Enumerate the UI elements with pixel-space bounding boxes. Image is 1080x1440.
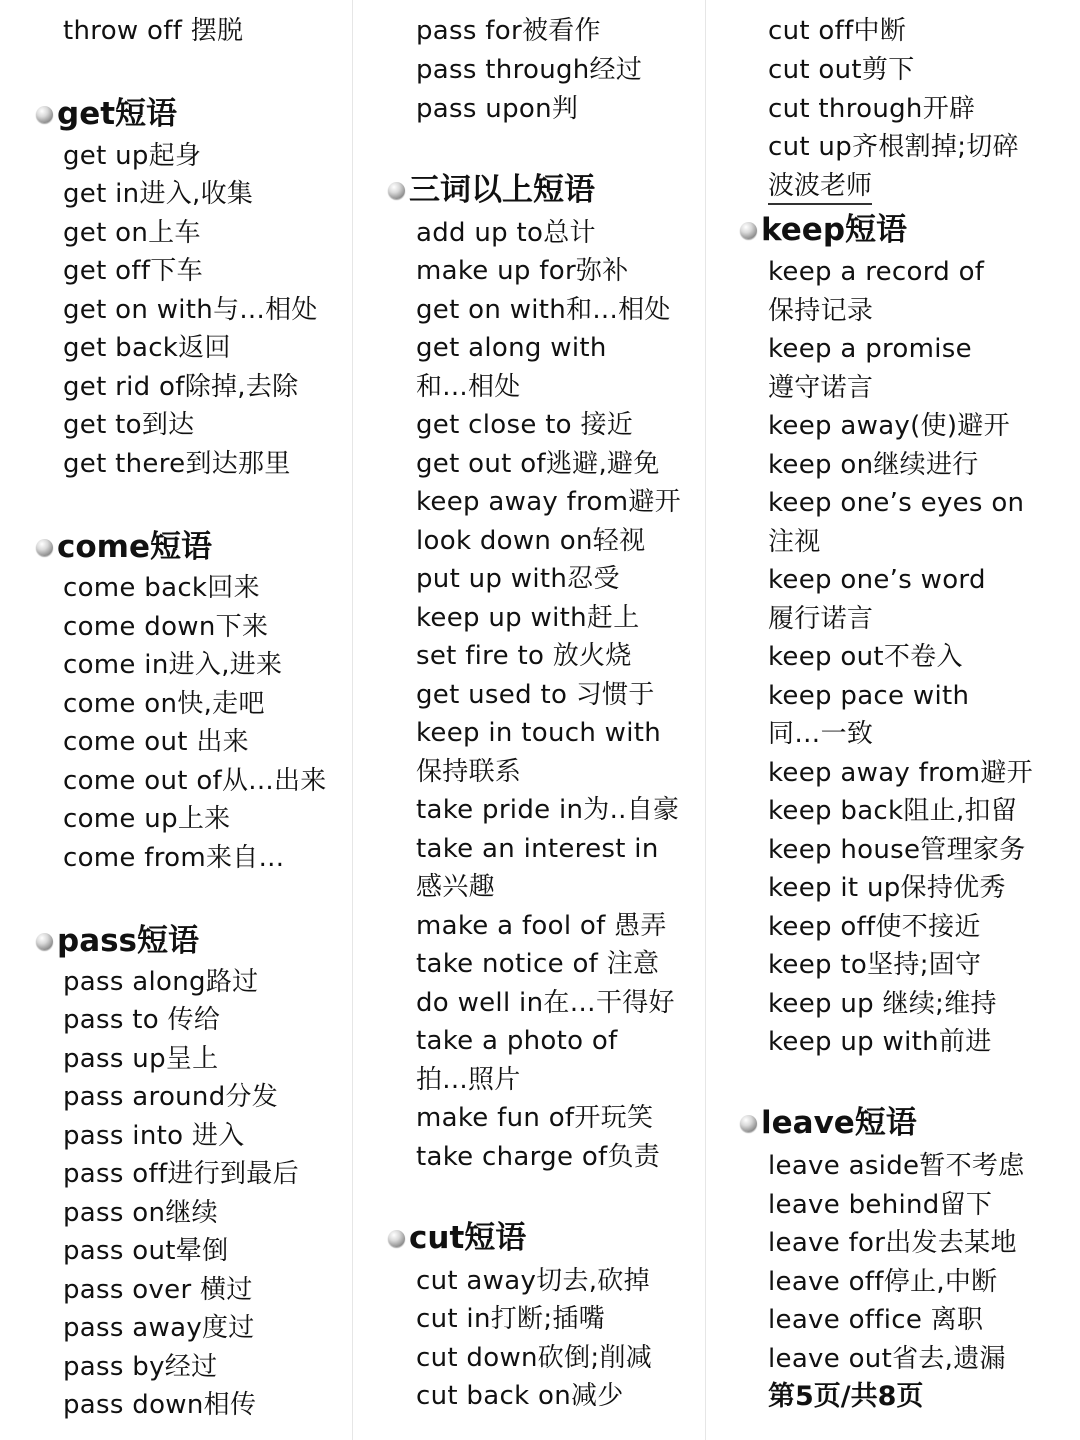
section-heading <box>36 527 212 567</box>
column-divider-2 <box>705 0 706 1440</box>
phrase-entry: throw off 摆脱 <box>63 16 244 46</box>
phrase-entry: make a fool of 愚弄 <box>416 911 667 941</box>
phrase-entry: 履行诺言 <box>768 604 874 634</box>
phrase-entry: get off下车 <box>63 256 203 286</box>
section-heading-label: pass短语 <box>57 923 200 959</box>
phrase-entry: 和...相处 <box>416 372 521 402</box>
phrase-entry: keep a promise <box>768 334 972 364</box>
phrase-entry: set fire to 放火烧 <box>416 641 632 671</box>
section-heading-label: keep短语 <box>761 212 908 248</box>
phrase-entry: take a photo of <box>416 1026 618 1056</box>
phrase-entry: pass into 进入 <box>63 1121 245 1151</box>
phrase-entry: leave aside暂不考虑 <box>768 1151 1025 1181</box>
phrase-entry: pass off进行到最后 <box>63 1159 299 1189</box>
column-divider-1 <box>352 0 353 1440</box>
phrase-entry: come back回来 <box>63 573 260 603</box>
phrase-entry: come up上来 <box>63 804 231 834</box>
bullet-icon <box>740 1115 757 1132</box>
phrase-entry: 同…一致 <box>768 719 874 749</box>
phrase-entry: pass through经过 <box>416 55 643 85</box>
phrase-entry: come from来自... <box>63 843 285 873</box>
phrase-entry: 保持联系 <box>416 757 522 787</box>
phrase-entry: keep off使不接近 <box>768 912 981 942</box>
section-heading <box>740 210 907 250</box>
phrase-entry: get along with <box>416 333 607 363</box>
phrase-entry: keep in touch with <box>416 718 662 748</box>
phrase-entry: pass down相传 <box>63 1390 257 1420</box>
phrase-entry: keep house管理家务 <box>768 835 1026 865</box>
section-heading-label: cut短语 <box>409 1220 527 1256</box>
phrase-entry: put up with忍受 <box>416 564 620 594</box>
phrase-entry: cut through开辟 <box>768 94 976 124</box>
phrase-entry: leave behind留下 <box>768 1190 993 1220</box>
phrase-entry: keep pace with <box>768 681 970 711</box>
phrase-entry: keep one’s word <box>768 565 986 595</box>
phrase-entry: add up to总计 <box>416 218 596 248</box>
phrase-entry: keep away from避开 <box>768 758 1033 788</box>
bullet-icon <box>36 933 53 950</box>
phrase-entry: cut back on减少 <box>416 1381 624 1411</box>
phrase-entry: take notice of 注意 <box>416 949 660 979</box>
phrase-entry: pass around分发 <box>63 1082 279 1112</box>
phrase-entry: keep up 继续;维持 <box>768 989 997 1019</box>
phrase-entry: keep one’s eyes on <box>768 488 1025 518</box>
phrase-entry: keep up with前进 <box>768 1027 992 1057</box>
phrase-entry: get to到达 <box>63 410 195 440</box>
phrase-entry: look down on轻视 <box>416 526 646 556</box>
phrase-entry: leave office 离职 <box>768 1305 984 1335</box>
section-heading <box>388 170 595 210</box>
phrase-entry: cut up齐根割掉;切碎 <box>768 132 1019 162</box>
phrase-entry: take charge of负责 <box>416 1142 661 1172</box>
phrase-entry: keep back阻止,扣留 <box>768 796 1018 826</box>
phrase-entry: 感兴趣 <box>416 872 495 902</box>
phrase-entry: come on快,走吧 <box>63 689 265 719</box>
section-heading-label: leave短语 <box>761 1105 917 1141</box>
page-number: 第5页/共8页 <box>768 1381 924 1412</box>
phrase-entry: make up for弥补 <box>416 256 629 286</box>
phrase-entry: keep to坚持;固守 <box>768 950 982 980</box>
phrase-entry: get out of逃避,避免 <box>416 449 660 479</box>
phrase-entry: come out of从...出来 <box>63 766 327 796</box>
phrase-entry: cut away切去,砍掉 <box>416 1266 650 1296</box>
section-heading <box>740 1103 917 1143</box>
phrase-entry: keep it up保持优秀 <box>768 873 1006 903</box>
phrase-entry: pass to 传给 <box>63 1005 221 1035</box>
phrase-entry: get on上车 <box>63 218 201 248</box>
section-heading-label: get短语 <box>57 96 178 132</box>
phrase-entry: pass for被看作 <box>416 16 601 46</box>
phrase-entry: make fun of开玩笑 <box>416 1103 654 1133</box>
phrase-entry: take an interest in <box>416 834 659 864</box>
phrase-entry: leave for出发去某地 <box>768 1228 1017 1258</box>
phrase-entry: get on with和...相处 <box>416 295 671 325</box>
phrase-entry: cut in打断;插嘴 <box>416 1304 605 1334</box>
phrase-entry: get on with与...相处 <box>63 295 318 325</box>
phrase-entry: 拍...照片 <box>416 1065 521 1095</box>
phrase-entry: get there到达那里 <box>63 449 291 479</box>
section-heading <box>36 921 199 961</box>
phrase-entry: keep up with赶上 <box>416 603 640 633</box>
phrase-entry: do well in在…干得好 <box>416 988 675 1018</box>
phrase-entry: pass over 横过 <box>63 1275 253 1305</box>
phrase-entry: keep on继续进行 <box>768 450 979 480</box>
bullet-icon <box>388 1230 405 1247</box>
phrase-entry: pass along路过 <box>63 967 259 997</box>
phrase-entry: get up起身 <box>63 141 202 171</box>
phrase-entry: pass by经过 <box>63 1352 218 1382</box>
teacher-name: 波波老师 <box>768 170 872 205</box>
phrase-entry: keep away(使)避开 <box>768 411 1010 441</box>
phrase-entry: 注视 <box>768 527 821 557</box>
phrase-entry: cut out剪下 <box>768 55 915 85</box>
phrase-entry: pass out晕倒 <box>63 1236 229 1266</box>
phrase-entry: pass upon判 <box>416 94 579 124</box>
phrase-entry: pass away度过 <box>63 1313 255 1343</box>
phrase-entry: get close to 接近 <box>416 410 634 440</box>
phrase-entry: cut off中断 <box>768 16 907 46</box>
phrase-entry: cut down砍倒;削减 <box>416 1343 653 1373</box>
bullet-icon <box>740 222 757 239</box>
bullet-icon <box>388 182 405 199</box>
phrase-entry: take pride in为..自豪 <box>416 795 680 825</box>
section-heading-label: come短语 <box>57 529 212 565</box>
phrase-entry: come in进入,进来 <box>63 650 283 680</box>
section-heading-label: 三词以上短语 <box>409 172 595 208</box>
phrase-entry: 遵守诺言 <box>768 373 874 403</box>
phrase-entry: 保持记录 <box>768 296 874 326</box>
phrase-entry: get used to 习惯于 <box>416 680 655 710</box>
bullet-icon <box>36 106 53 123</box>
bullet-icon <box>36 539 53 556</box>
phrase-entry: keep away from避开 <box>416 487 681 517</box>
phrase-entry: pass on继续 <box>63 1198 218 1228</box>
phrase-entry: get rid of除掉,去除 <box>63 372 299 402</box>
phrase-entry: get back返回 <box>63 333 231 363</box>
phrase-entry: leave out省去,遗漏 <box>768 1344 1006 1374</box>
phrase-entry: keep out不卷入 <box>768 642 963 672</box>
phrase-entry: come out 出来 <box>63 727 249 757</box>
phrase-entry: leave off停止,中断 <box>768 1267 998 1297</box>
phrase-entry: come down下来 <box>63 612 269 642</box>
phrase-entry: keep a record of <box>768 257 985 287</box>
phrase-entry: pass up呈上 <box>63 1044 219 1074</box>
section-heading <box>388 1218 526 1258</box>
phrase-entry: get in进入,收集 <box>63 179 254 209</box>
section-heading <box>36 94 177 134</box>
